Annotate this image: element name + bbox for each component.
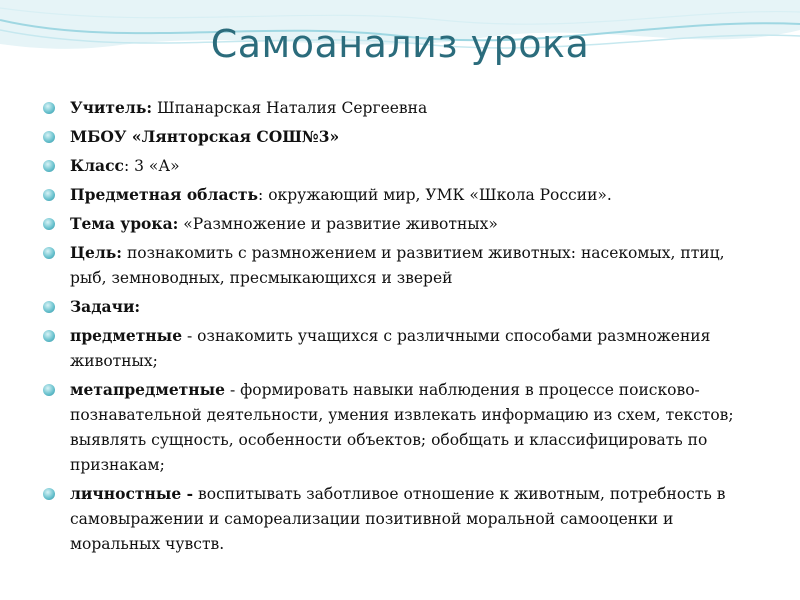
bullet-item-tasks <box>40 294 760 320</box>
bullet-icon <box>43 488 55 500</box>
bullet-item-school <box>40 124 760 150</box>
bullet-text: воспитывать заботливое отношение к животным, потребность в самовыражении и самореализации позитивной моральной самооценки и моральных чувств. <box>70 485 726 553</box>
bullet-label: Задачи: <box>70 297 141 316</box>
bullet-icon <box>43 102 55 114</box>
bullet-label: Учитель: <box>70 98 153 117</box>
bullet-label: предметные <box>70 326 183 345</box>
bullet-label: личностные - <box>70 484 194 503</box>
bullet-list <box>40 95 760 560</box>
bullet-text: - ознакомить учащихся с различными способами размножения животных; <box>70 327 711 370</box>
bullet-item-subject-tasks <box>40 323 760 374</box>
bullet-label: Тема урока: <box>70 214 179 233</box>
bullet-icon <box>43 160 55 172</box>
bullet-icon <box>43 218 55 230</box>
bullet-icon <box>43 301 55 313</box>
bullet-text: Шпанарская Наталия Сергеевна <box>152 99 428 117</box>
bullet-label: Предметная область <box>70 185 259 204</box>
bullet-item-topic <box>40 211 760 237</box>
bullet-text: : окружающий мир, УМК «Школа России». <box>258 186 612 204</box>
bullet-label: МБОУ «Лянторская СОШ№3» <box>70 127 340 146</box>
bullet-item-metasubject-tasks <box>40 377 760 478</box>
bullet-text: «Размножение и развитие животных» <box>178 215 498 233</box>
bullet-item-subject <box>40 182 760 208</box>
bullet-label: Класс <box>70 156 124 175</box>
bullet-item-teacher <box>40 95 760 121</box>
bullet-item-personal-tasks <box>40 481 760 557</box>
bullet-text: - формировать навыки наблюдения в процессе поисково-познавательной деятельности, умения извлекать информацию из схем, текстов; выявлять сущность, особенности объектов; обобщать и классифицировать по признакам; <box>70 381 734 474</box>
bullet-text: : 3 «А» <box>123 157 180 175</box>
bullet-label: Цель: <box>70 243 123 262</box>
bullet-text: познакомить с размножением и развитием животных: насекомых, птиц, рыб, земноводных, пресмыкающихся и зверей <box>70 244 725 287</box>
bullet-icon <box>43 247 55 259</box>
bullet-label: метапредметные <box>70 380 226 399</box>
bullet-item-class <box>40 153 760 179</box>
bullet-icon <box>43 330 55 342</box>
slide-title: Самоанализ урока <box>210 22 590 66</box>
bullet-item-goal <box>40 240 760 291</box>
bullet-icon <box>43 189 55 201</box>
bullet-icon <box>43 384 55 396</box>
bullet-icon <box>43 131 55 143</box>
